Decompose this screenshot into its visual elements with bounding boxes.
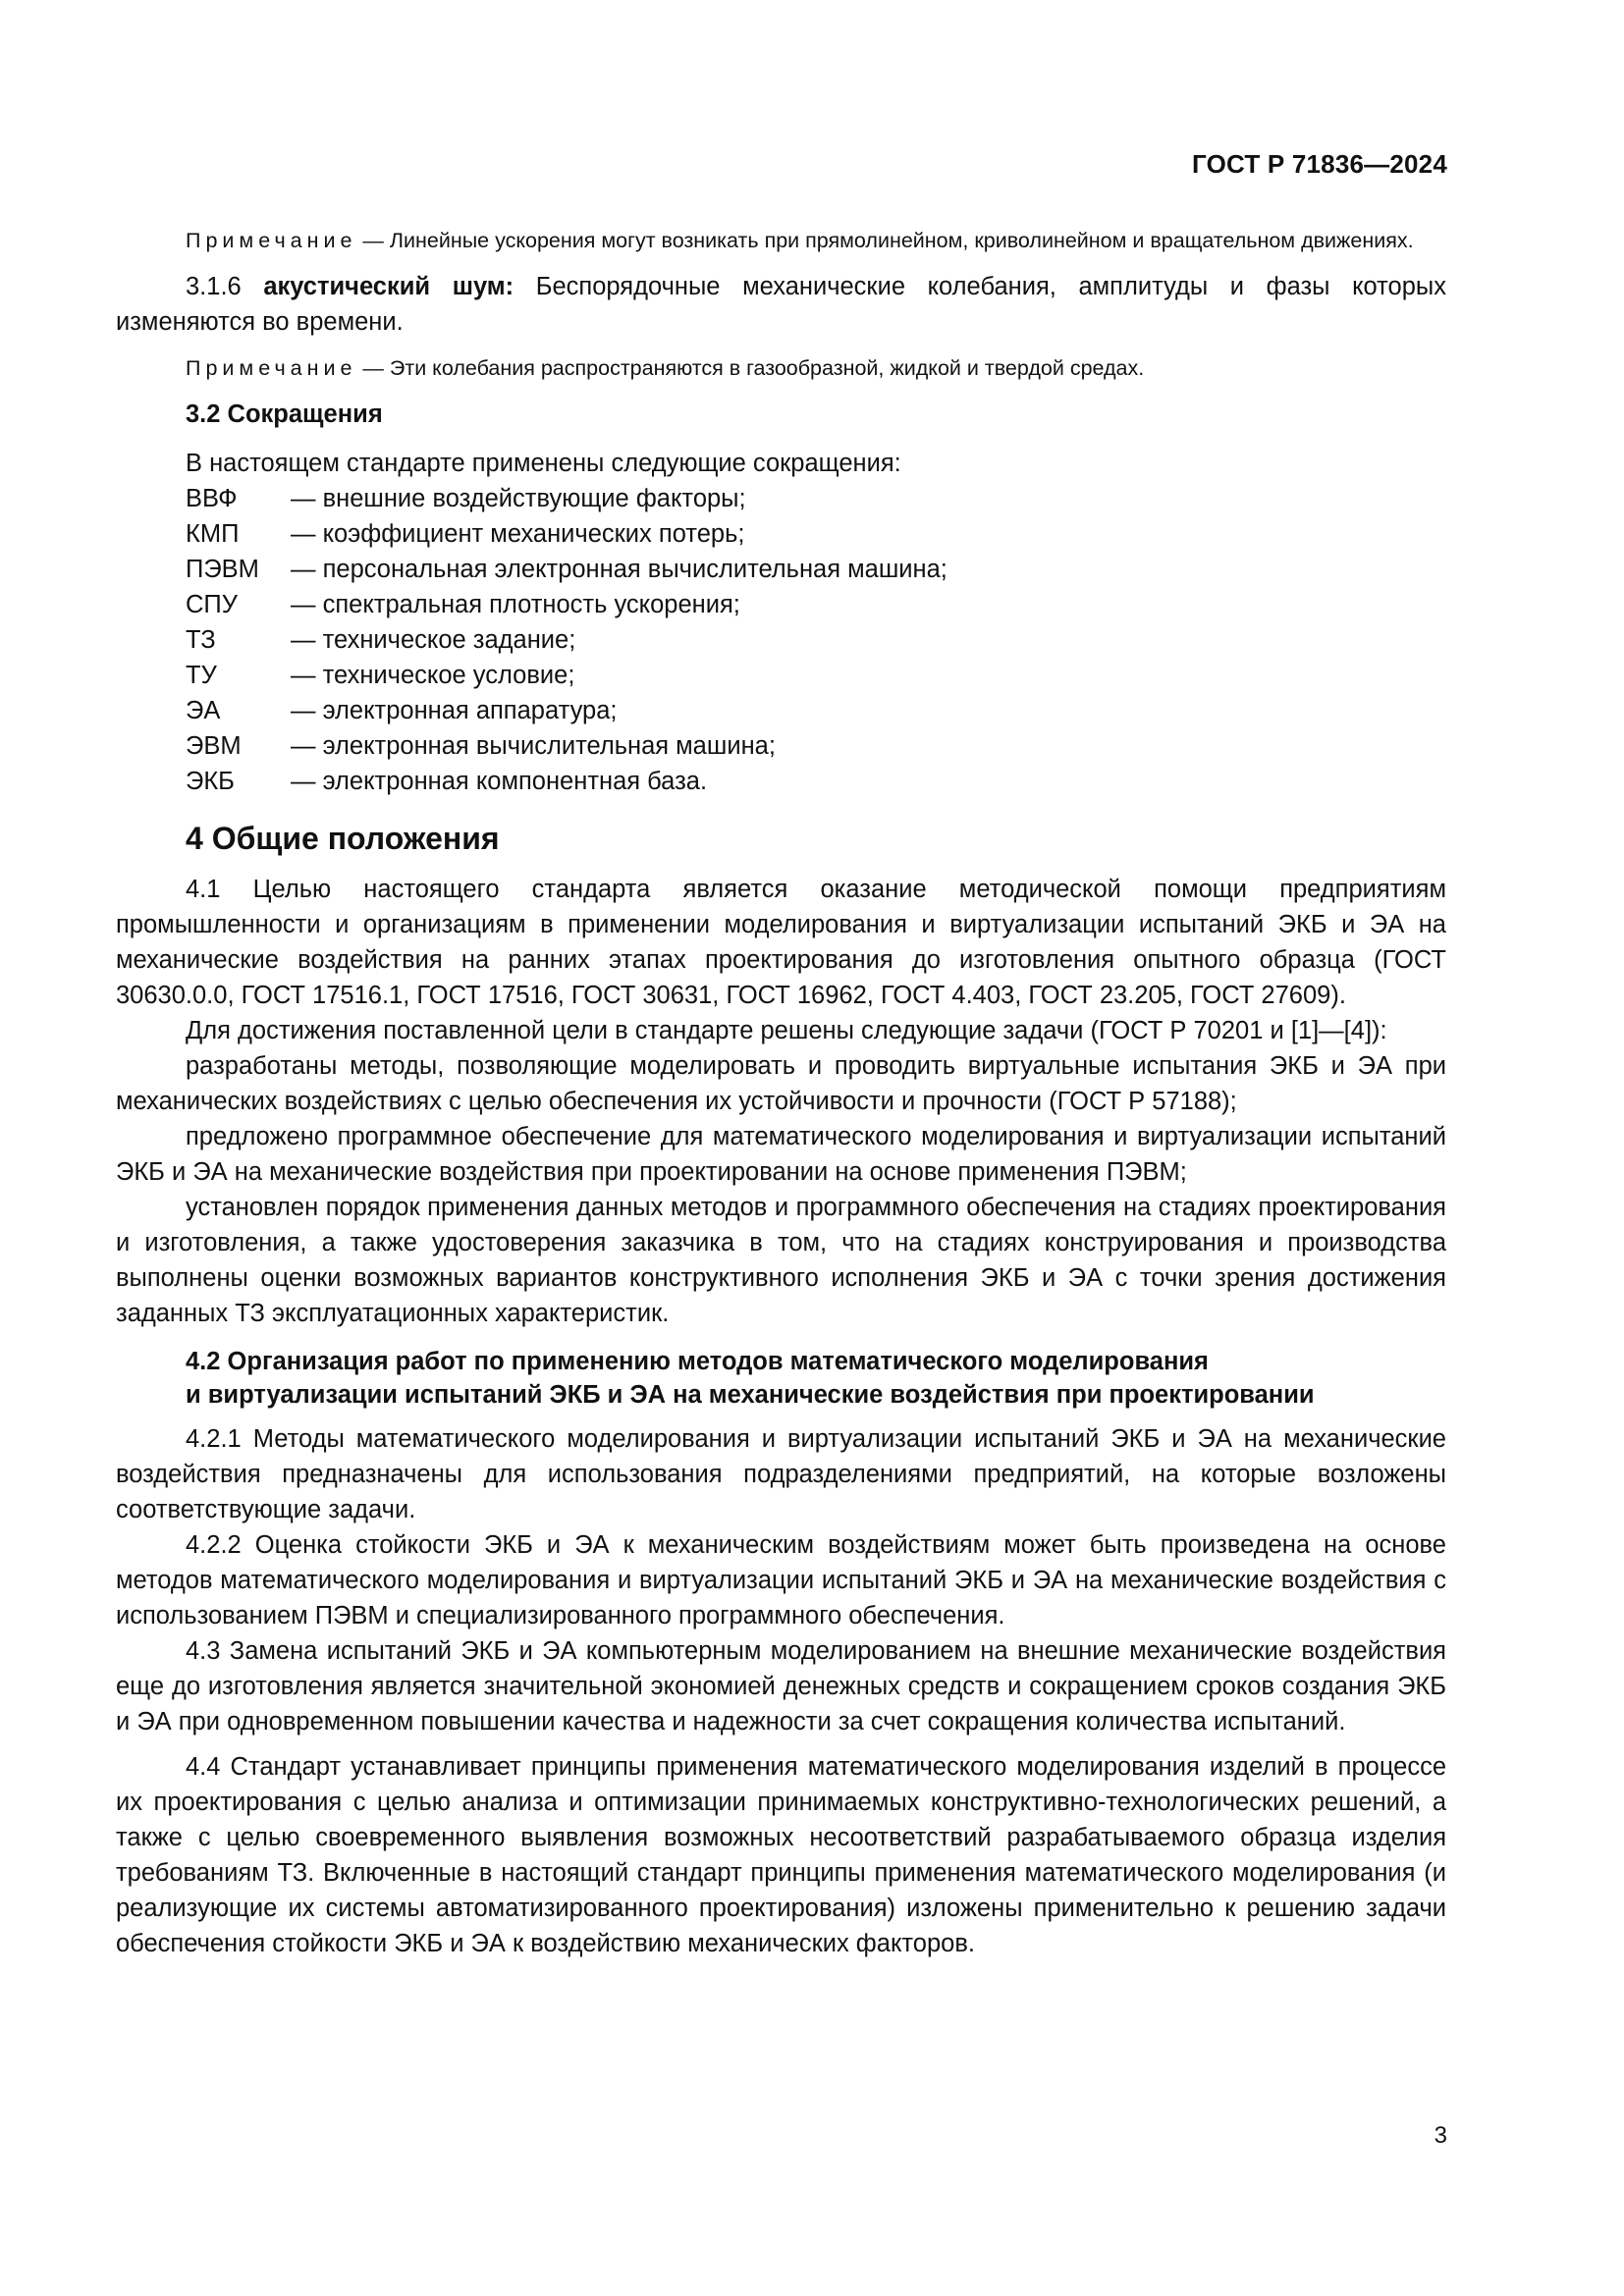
note-oscillations (116, 353, 1446, 383)
paragraph-task-2: предложено программное обеспечение для математического моделирования и виртуализации испытаний ЭКБ и ЭА на механические воздействия при проектировании на основе применения ПЭВМ; (116, 1123, 1446, 1186)
abbreviation-desc: — техническое условие; (291, 662, 575, 689)
section-4-2-heading-line2: и виртуализации испытаний ЭКБ и ЭА на механические воздействия при проектировании (186, 1381, 1315, 1409)
abbreviation-code: ТЗ (186, 626, 216, 654)
abbreviation-code: ВВФ (186, 485, 238, 512)
note-text: — Линейные ускорения могут возникать при прямолинейном, криволинейном и вращательном движениях. (356, 229, 1414, 252)
page-content (116, 226, 1446, 1961)
abbreviation-desc: — персональная электронная вычислительная машина; (291, 556, 947, 583)
section-4-2-heading (116, 1345, 1446, 1412)
abbreviations-intro: В настоящем стандарте применены следующие сокращения: (186, 450, 901, 477)
term-number: 3.1.6 (186, 273, 264, 300)
paragraph-4-2-2: 4.2.2 Оценка стойкости ЭКБ и ЭА к механическим воздействиям может быть произведена на основе методов математического моделирования и виртуализации испытаний ЭКБ и ЭА на механические воздействия с использованием ПЭВМ и специализированного программного обеспечения. (116, 1531, 1446, 1629)
document-id-header: ГОСТ Р 71836—2024 (1192, 149, 1447, 179)
abbreviation-desc: — спектральная плотность ускорения; (291, 591, 740, 618)
section-3-2-heading: 3.2 Сокращения (186, 400, 383, 428)
abbreviation-code: КМП (186, 520, 240, 548)
abbreviation-item (186, 764, 1446, 799)
abbreviation-item (186, 587, 1446, 622)
paragraph-4-2-1: 4.2.1 Методы математического моделирования и виртуализации испытаний ЭКБ и ЭА на механические воздействия предназначены для использования подразделениями предприятий, на которые возложены соответствующие задачи. (116, 1425, 1446, 1523)
section-4-2-heading-line1: 4.2 Организация работ по применению методов математического моделирования (186, 1348, 1209, 1375)
note-linear-acceleration (116, 226, 1446, 255)
term-acoustic-noise (116, 269, 1446, 340)
note-text: — Эти колебания распространяются в газообразной, жидкой и твердой средах. (356, 356, 1145, 380)
abbreviation-desc: — техническое задание; (291, 626, 576, 654)
note-label: Примечание (186, 356, 357, 380)
abbreviation-item (186, 516, 1446, 552)
term-definition: Беспорядочные механические колебания, амплитуды и фазы которых изменяются во времени. (116, 273, 1446, 336)
abbreviation-item (186, 693, 1446, 728)
abbreviation-item (186, 481, 1446, 516)
paragraph-4-3: 4.3 Замена испытаний ЭКБ и ЭА компьютерным моделированием на внешние механические воздействия еще до изготовления является значительной экономией денежных средств и сокращением сроков создания ЭКБ и ЭА при одновременном повышении качества и надежности за счет сокращения количества испытаний. (116, 1637, 1446, 1735)
paragraph-task-3: установлен порядок применения данных методов и программного обеспечения на стадиях проектирования и изготовления, а также удостоверения заказчика в том, что на стадиях конструирования и производства выполнены оценки возможных вариантов конструктивного исполнения ЭКБ и ЭА с точки зрения достижения заданных ТЗ эксплуатационных характеристик. (116, 1194, 1446, 1327)
abbreviations-list (116, 481, 1446, 799)
paragraph-4-4: 4.4 Стандарт устанавливает принципы применения математического моделирования изделий в процессе их проектирования с целью анализа и оптимизации принимаемых конструктивно-технологических решений, а также с целью своевременного выявления возможных несоответствий разрабатываемого образца изделия требованиям ТЗ. Включенные в настоящий стандарт принципы применения математического моделирования (и реализующие их системы автоматизированного проектирования) изложены применительно к решению задачи обеспечения стойкости ЭКБ и ЭА к воздействию механических факторов. (116, 1753, 1446, 1957)
abbreviation-desc: — внешние воздействующие факторы; (291, 485, 746, 512)
abbreviation-code: ТУ (186, 662, 217, 689)
note-label: Примечание (186, 229, 357, 252)
abbreviation-item (186, 658, 1446, 693)
abbreviation-item (186, 728, 1446, 764)
abbreviation-code: СПУ (186, 591, 238, 618)
abbreviation-desc: — электронная вычислительная машина; (291, 732, 776, 760)
abbreviation-code: ЭКБ (186, 768, 235, 795)
abbreviation-item (186, 622, 1446, 658)
paragraph-task-1: разработаны методы, позволяющие моделировать и проводить виртуальные испытания ЭКБ и ЭА при механических воздействиях с целью обеспечения их устойчивости и прочности (ГОСТ Р 57188); (116, 1052, 1446, 1115)
paragraph-tasks-intro: Для достижения поставленной цели в стандарте решены следующие задачи (ГОСТ Р 70201 и [1]—[4]): (186, 1017, 1387, 1044)
abbreviation-desc: — электронная аппаратура; (291, 697, 618, 724)
abbreviation-code: ПЭВМ (186, 556, 259, 583)
abbreviation-desc: — коэффициент механических потерь; (291, 520, 745, 548)
page-number: 3 (1434, 2122, 1447, 2149)
term-name: акустический шум: (263, 273, 514, 300)
abbreviation-code: ЭА (186, 697, 221, 724)
abbreviation-desc: — электронная компонентная база. (291, 768, 708, 795)
paragraph-4-1: 4.1 Целью настоящего стандарта является оказание методической помощи предприятиям промышленности и организациям в применении моделирования и виртуализации испытаний ЭКБ и ЭА на механические воздействия на ранних этапах проектирования до изготовления опытного образца (ГОСТ 30630.0.0, ГОСТ 17516.1, ГОСТ 17516, ГОСТ 30631, ГОСТ 16962, ГОСТ 4.403, ГОСТ 23.205, ГОСТ 27609). (116, 876, 1446, 1009)
section-4-heading: 4 Общие положения (186, 821, 500, 856)
abbreviation-code: ЭВМ (186, 732, 242, 760)
abbreviation-item (186, 552, 1446, 587)
